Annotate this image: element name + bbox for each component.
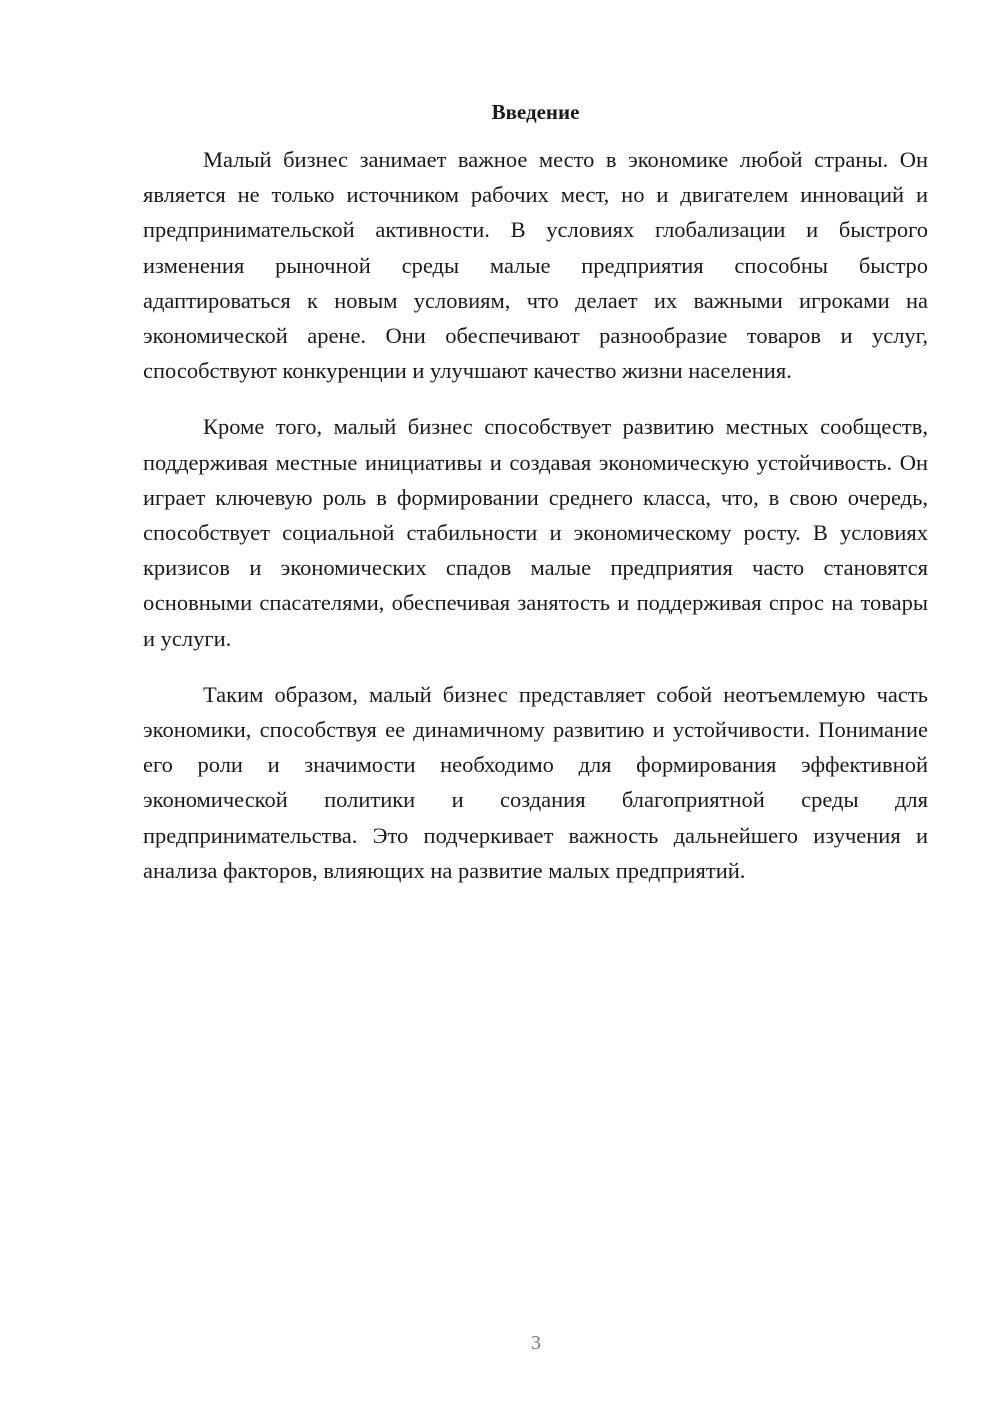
body-text (143, 142, 928, 909)
paragraph-2: Кроме того, малый бизнес способствует развитию местных сообществ, поддерживая местные инициативы и создавая экономическую устойчивость. Он играет ключевую роль в формировании среднего класса, что, в свою очередь, способствует социальной стабильности и экономическому росту. В условиях кризисов и экономических спадов малые предприятия часто становятся основными спасателями, обеспечивая занятость и поддерживая спрос на товары и услуги. (143, 414, 928, 651)
page-number: 3 (531, 1332, 541, 1354)
paragraph-3: Таким образом, малый бизнес представляет собой неотъемлемую часть экономики, способствуя ее динамичному развитию и устойчивости. Понимание его роли и значимости необходимо для формирования эффективной экономической политики и создания благоприятной среды для предпринимательства. Это подчеркивает важность дальнейшего изучения и анализа факторов, влияющих на развитие малых предприятий. (143, 681, 928, 883)
page-title: Введение (491, 100, 580, 124)
paragraph-1: Малый бизнес занимает важное место в экономике любой страны. Он является не только источником рабочих мест, но и двигателем инноваций и предпринимательской активности. В условиях глобализации и быстрого изменения рыночной среды малые предприятия способны быстро адаптироваться к новым условиям, что делает их важными игроками на экономической арене. Они обеспечивают разнообразие товаров и услуг, способствуют конкуренции и улучшают качество жизни населения. (143, 147, 928, 384)
